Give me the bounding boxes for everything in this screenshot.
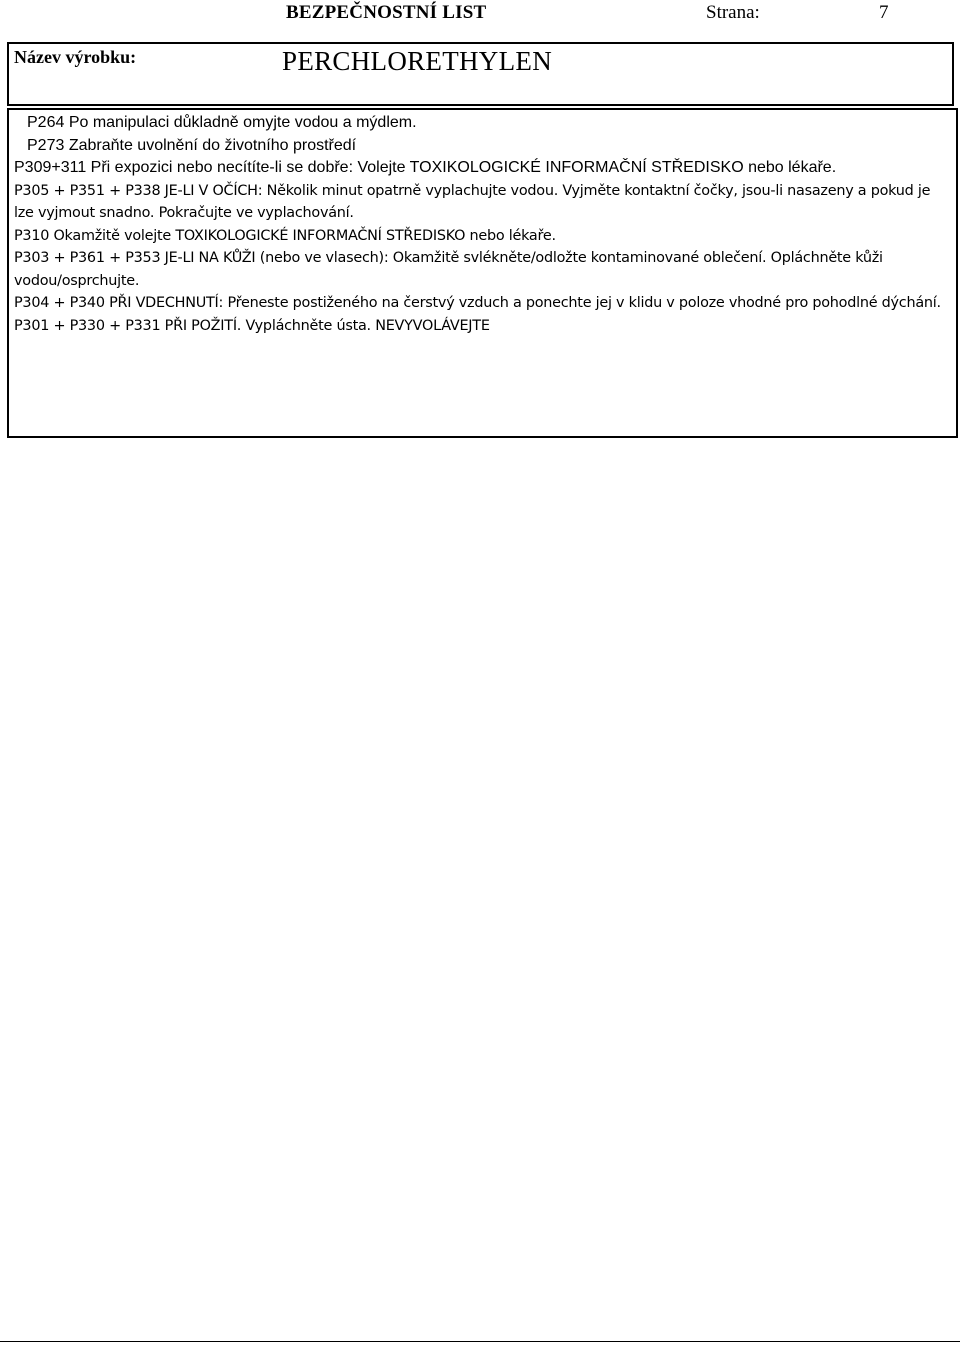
statement-p264: P264 Po manipulaci důkladně omyjte vodou a mýdlem. bbox=[27, 114, 417, 131]
footer-divider bbox=[0, 1341, 960, 1342]
statement-p303-p361-p353: P303 + P361 + P353 JE-LI NA KŮŽI (nebo ve vlasech): Okamžitě svlékněte/odložte kontaminované oblečení. Opláchněte kůži vodou/osprchujte. bbox=[14, 250, 883, 289]
page-number: 7 bbox=[879, 2, 889, 23]
document-title: BEZPEČNOSTNÍ LIST bbox=[286, 2, 487, 23]
page-label: Strana: bbox=[706, 2, 760, 23]
statement-p304-p340: P304 + P340 PŘI VDECHNUTÍ: Přeneste postiženého na čerstvý vzduch a ponechte jej v klidu v poloze vhodné pro pohodlné dýchání. bbox=[14, 295, 941, 311]
product-label: Název výrobku: bbox=[14, 47, 137, 67]
statement-p305-p351-p338: P305 + P351 + P338 JE-LI V OČÍCH: Několik minut opatrně vyplachujte vodou. Vyjměte kontaktní čočky, jsou-li nasazeny a pokud je lze vyjmout snadno. Pokračujte ve vyplachování. bbox=[14, 182, 931, 221]
statement-p273: P273 Zabraňte uvolnění do životního prostředí bbox=[27, 136, 357, 154]
statement-p310: P310 Okamžitě volejte TOXIKOLOGICKÉ INFORMAČNÍ STŘEDISKO nebo lékaře. bbox=[14, 227, 556, 244]
precautionary-statements-list bbox=[14, 112, 949, 337]
statement-p301-p330-p331: P301 + P330 + P331 PŘI POŽITÍ. Vypláchněte ústa. NEVYVOLÁVEJTE bbox=[14, 317, 490, 334]
product-name: PERCHLORETHYLEN bbox=[282, 46, 552, 76]
statement-p309-311: P309+311 Při expozici nebo necítíte-li se dobře: Volejte TOXIKOLOGICKÉ INFORMAČNÍ STŘEDISKO nebo lékaře. bbox=[14, 159, 837, 176]
